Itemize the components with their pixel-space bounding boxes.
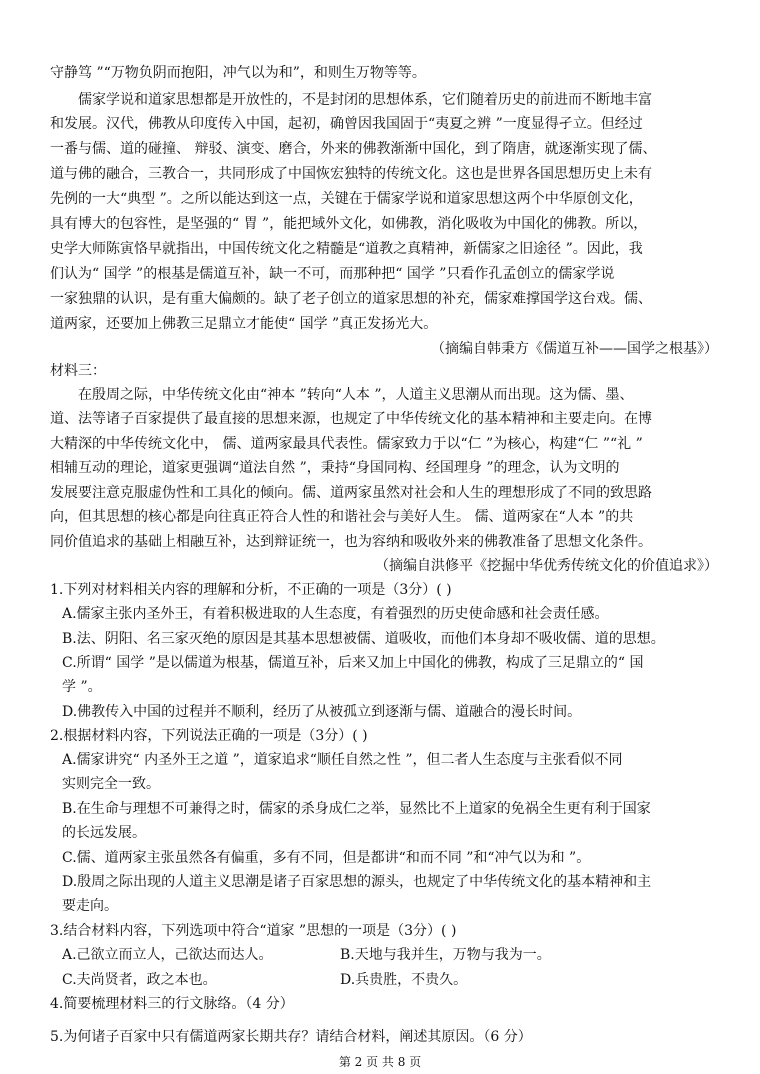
material-line: 发展要注意克服虚伪性和工具化的倾向。儒、道两家虽然对社会和人生的理想形成了不同的致思路: [50, 485, 652, 501]
material-line: 同价值追求的基础上相融互补，达到辩证统一，也为容纳和吸收外来的佛教准备了思想文化条件。: [50, 534, 652, 550]
question-3-stem: 3.结合材料内容，下列选项中符合“道家 ”思想的一项是（3分）( ): [50, 923, 457, 939]
passage-line: 道两家，还要加上佛教三足鼎立才能使“ 国学 ”真正发扬光大。: [50, 316, 438, 332]
q3-option-c: C.夫尚贤者，政之本也。: [62, 972, 217, 988]
q2-option-b-cont: 的长远发展。: [62, 825, 146, 841]
q2-option-d: D.殷周之际出现的人道主义思潮是诸子百家思想的源头，也规定了中华传统文化的基本精神和主: [62, 874, 652, 890]
material-line: 道、法等诸子百家提供了最直接的思想来源，也规定了中华传统文化的基本精神和主要走向。在博: [50, 411, 652, 427]
q2-option-d-cont: 要走向。: [62, 898, 118, 914]
q3-option-a: A.己欲立而立人，己欲达而达人。: [62, 947, 273, 963]
q3-option-b: B.天地与我并生，万物与我为一。: [340, 947, 551, 963]
material-line: 相辅互动的理论，道家更强调“道法自然 ”，秉持“身国同构、经国理身 ”的理念，认为文明的: [50, 460, 620, 476]
q1-option-a: A.儒家主张内圣外王，有着积极进取的人生态度，有着强烈的历史使命感和社会责任感。: [62, 606, 609, 622]
q1-option-c: C.所谓“ 国学 ”是以儒道为根基，儒道互补，后来又加上中国化的佛教，构成了三足鼎立的“ 国: [62, 655, 644, 671]
passage-line: 史学大师陈寅恪早就指出，中国传统文化之精髓是“道教之真精神，新儒家之旧途径 ”。因此，我: [50, 241, 643, 257]
passage-line: 先例的一大“典型 ”。之所以能达到这一点，关键在于儒家学说和道家思想这两个中华原创文化，: [50, 191, 643, 207]
material-line: 向，但其思想的核心都是向往真正符合人性的和谐社会与美好人生。 儒、道两家在“人本 ”的共: [50, 509, 634, 525]
passage-line: 一番与儒、道的碰撞、 辩驳、演变、磨合，外来的佛教渐渐中国化，到了隋唐，就逐渐实现了儒、: [50, 141, 657, 157]
q1-option-d: D.佛教传入中国的过程并不顺利，经历了从被孤立到逐渐与儒、道融合的漫长时间。: [62, 704, 582, 720]
passage-line: 一家独鼎的认识，是有重大偏颇的。缺了老子创立的道家思想的补充，儒家难撑国学这台戏。儒、: [50, 291, 652, 307]
q3-option-d: D.兵贵胜，不贵久。: [340, 972, 468, 988]
q2-option-a: A.儒家讲究“ 内圣外王之道 ”，道家追求“顺任自然之性 ”，但二者人生态度与主张看似不同: [62, 752, 623, 768]
q1-option-b: B.法、阴阳、名三家灭绝的原因是其基本思想被儒、道吸收，而他们本身却不吸收儒、道的思想。: [62, 631, 665, 647]
q2-option-b: B.在生命与理想不可兼得之时，儒家的杀身成仁之举，显然比不上道家的免祸全生更有利于国家: [62, 801, 651, 817]
question-2-stem: 2.根据材料内容，下列说法正确的一项是（3分）( ): [50, 728, 368, 744]
passage-line: 和发展。汉代，佛教从印度传入中国，起初，确曾因我国固于“夷夏之辨 ”一度显得孑立。但经过: [50, 116, 643, 132]
page-footer: 第 2 页 共 8 页: [338, 1055, 422, 1069]
passage-line: 道与佛的融合，三教合一，共同形成了中国恢宏独特的传统文化。这也是世界各国思想历史上未有: [50, 166, 652, 182]
question-1-stem: 1.下列对材料相关内容的理解和分析，不正确的一项是（3分）( ): [50, 582, 452, 598]
source-citation: （摘编自洪修平《挖掘中华优秀传统文化的价值追求》）: [375, 558, 718, 574]
q2-option-a-cont: 实则完全一致。: [62, 776, 160, 792]
source-citation: （摘编自韩秉方《儒道互补——国学之根基》）: [431, 341, 718, 357]
passage-line: 守静笃 ”“万物负阴而抱阳，冲气以为和”，和则生万物等等。: [50, 65, 426, 81]
passage-line: 具有博大的包容性，是坚强的“ 胃 ”，能把域外文化，如佛教，消化吸收为中国化的佛教。所以，: [50, 216, 648, 232]
material-label: 材料三：: [50, 363, 106, 379]
question-4: 4.简要梳理材料三的行文脉络。（4 分）: [50, 996, 294, 1012]
q2-option-c: C.儒、道两家主张虽然各有偏重，多有不同，但是都讲“和而不同 ”和“冲气以为和 ”。: [62, 850, 591, 866]
material-line: 在殷周之际，中华传统文化由“神本 ”转向“人本 ”，人道主义思潮从而出现。这为儒、墨、: [78, 387, 634, 403]
passage-line: 儒家学说和道家思想都是开放性的，不是封闭的思想体系，它们随着历史的前进而不断地丰富: [78, 92, 652, 108]
q1-option-c-cont: 学 ”。: [62, 679, 102, 695]
passage-line: 们认为“ 国学 ”的根基是儒道互补，缺一不可，而那种把“ 国学 ”只看作孔孟创立的儒家学说: [50, 266, 615, 282]
material-line: 大精深的中华传统文化中， 儒、道两家最具代表性。儒家致力于以“仁 ”为核心，构建“仁 ”“礼 ”: [50, 436, 643, 452]
question-5: 5.为何诸子百家中只有儒道两家长期共存？请结合材料，阐述其原因。（6 分）: [50, 1029, 532, 1045]
